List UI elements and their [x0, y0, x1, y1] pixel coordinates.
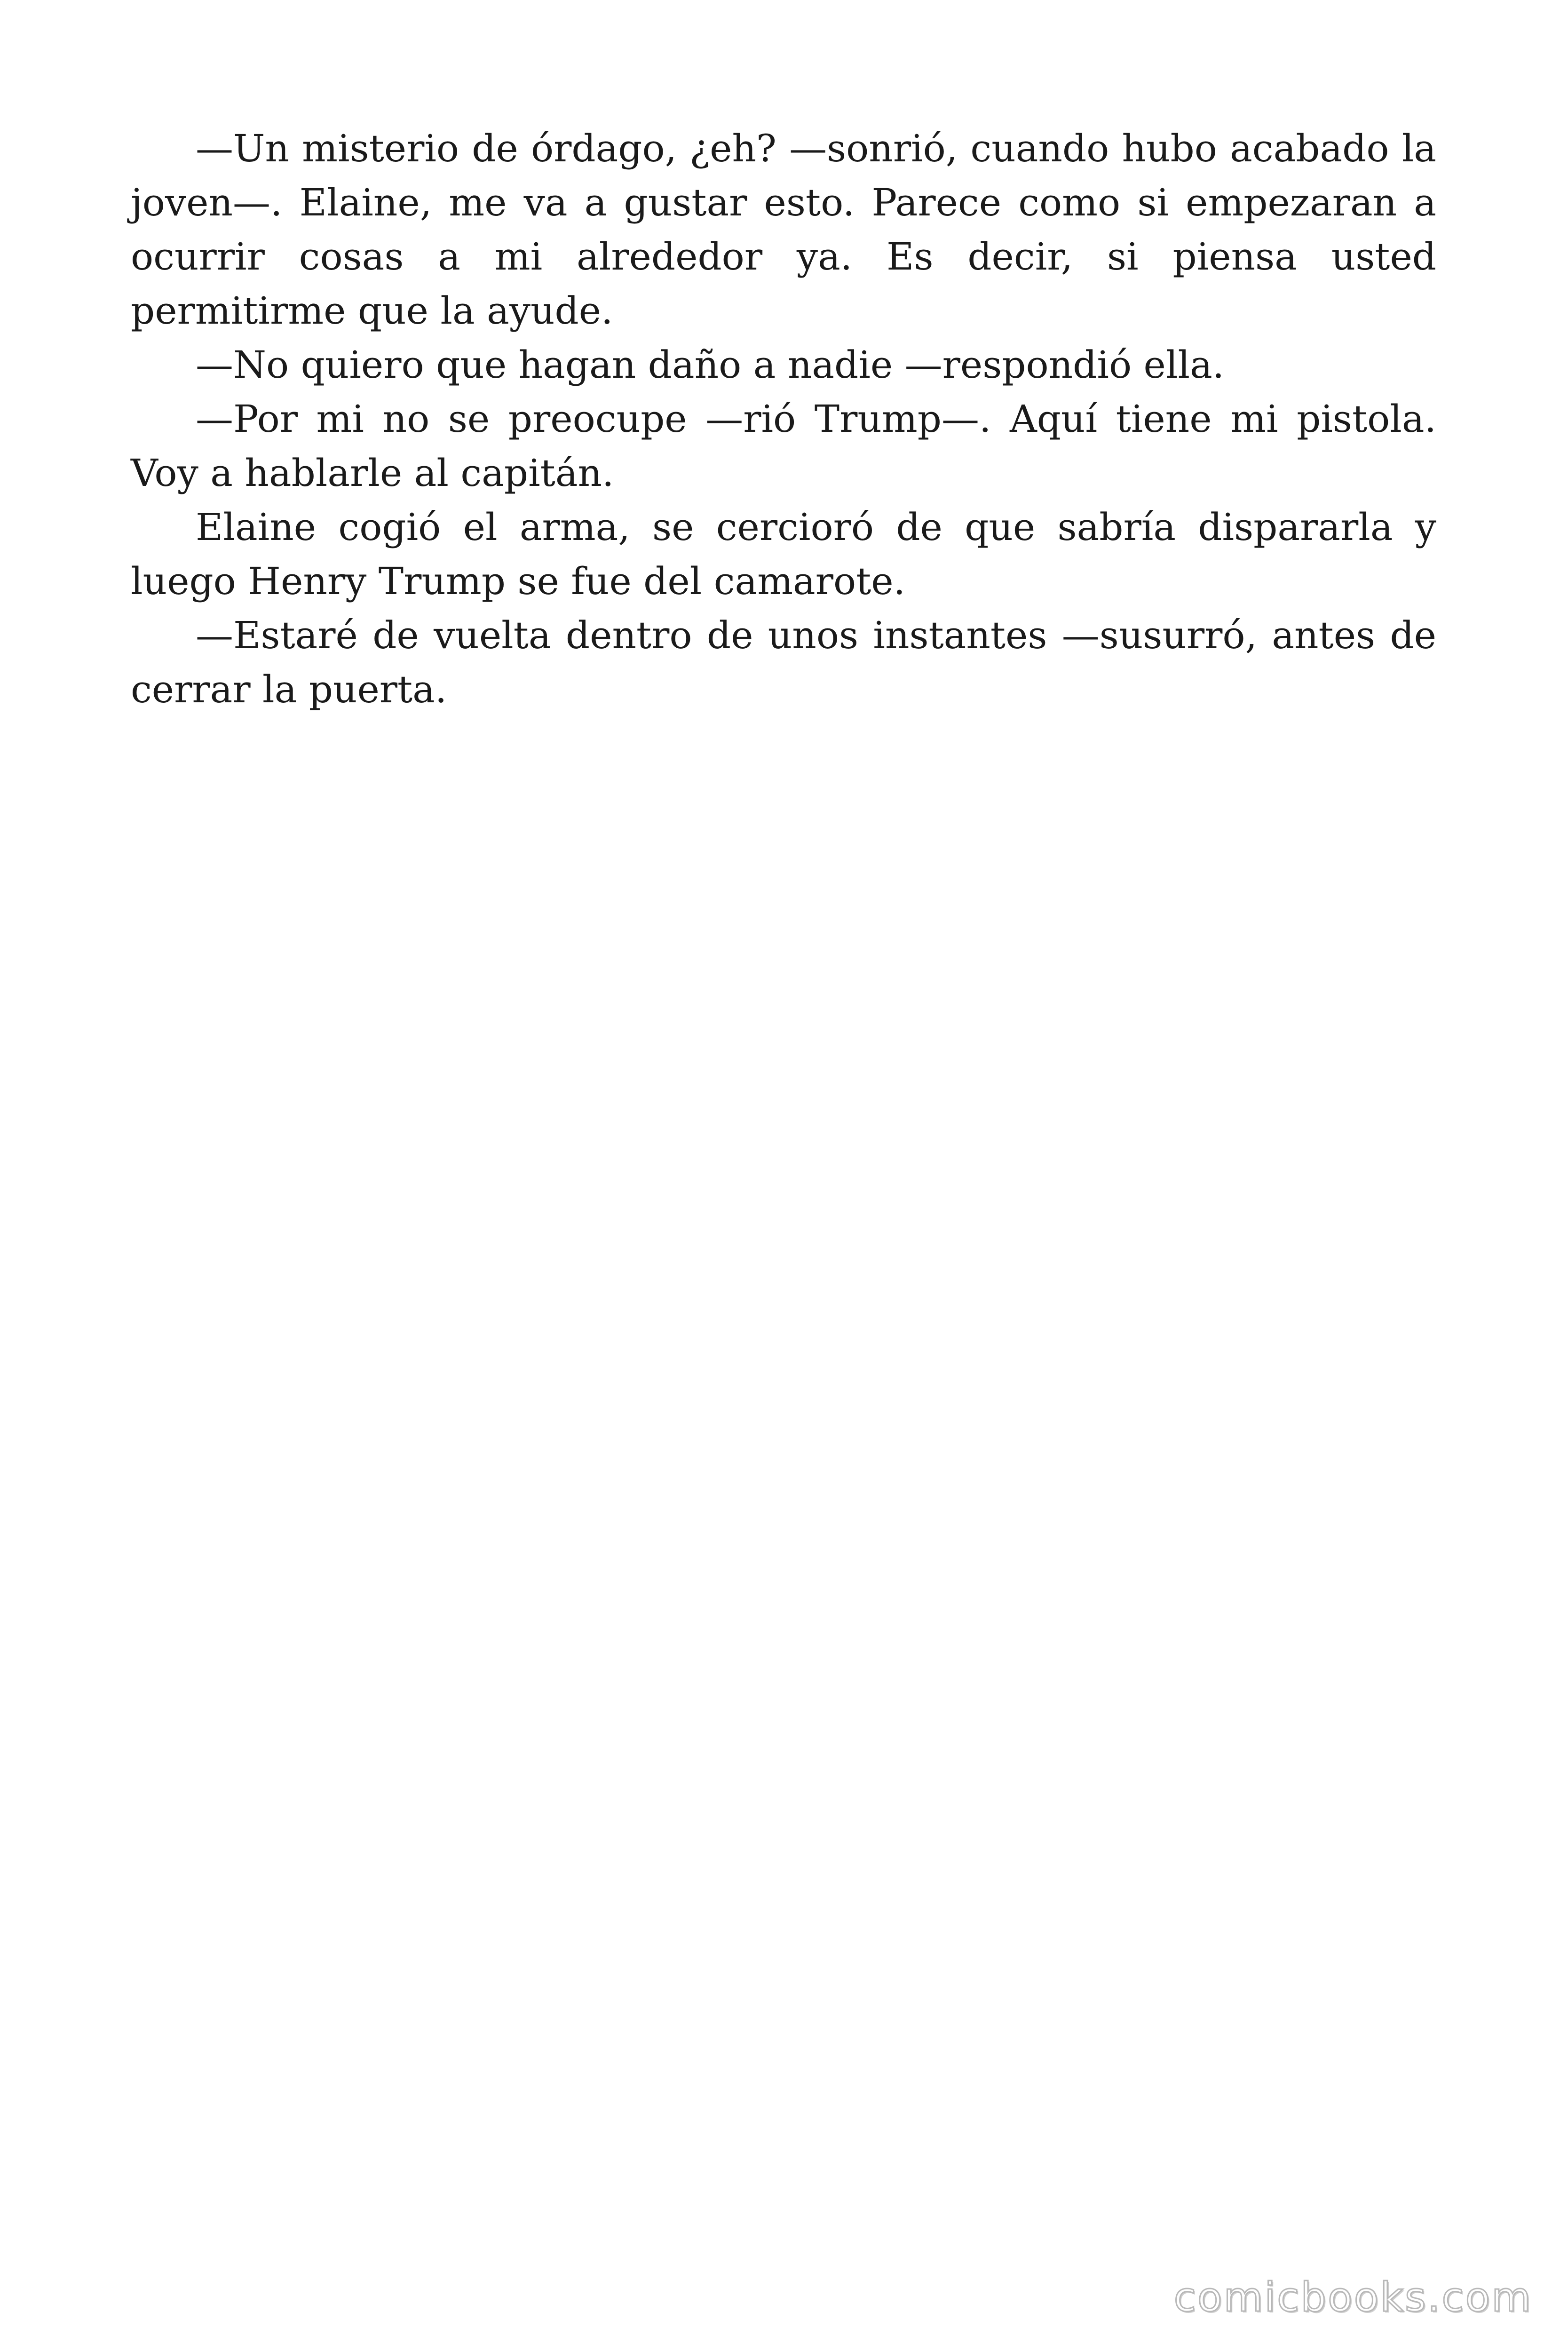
paragraph-4: Elaine cogió el arma, se cercioró de que sabría dispararla y luego Henry Trump se fue del camarote. — [131, 505, 1436, 603]
paragraph-5: —Estaré de vuelta dentro de unos instantes —susurró, antes de cerrar la puerta. — [131, 613, 1436, 711]
watermark: comicbooks.com — [1173, 2274, 1532, 2321]
paragraph-2: —No quiero que hagan daño a nadie —respondió ella. — [196, 343, 1225, 387]
paragraph-1: —Un misterio de órdago, ¿eh? —sonrió, cuando hubo acabado la joven—. Elaine, me va a gustar esto. Parece como si empezaran a ocurrir cosas a mi alrededor ya. Es decir, si piensa usted permitirme que la ayude. — [131, 127, 1436, 333]
paragraph-3: —Por mi no se preocupe —rió Trump—. Aquí tiene mi pistola. Voy a hablarle al capitán. — [131, 397, 1436, 495]
body-text — [131, 121, 1436, 716]
